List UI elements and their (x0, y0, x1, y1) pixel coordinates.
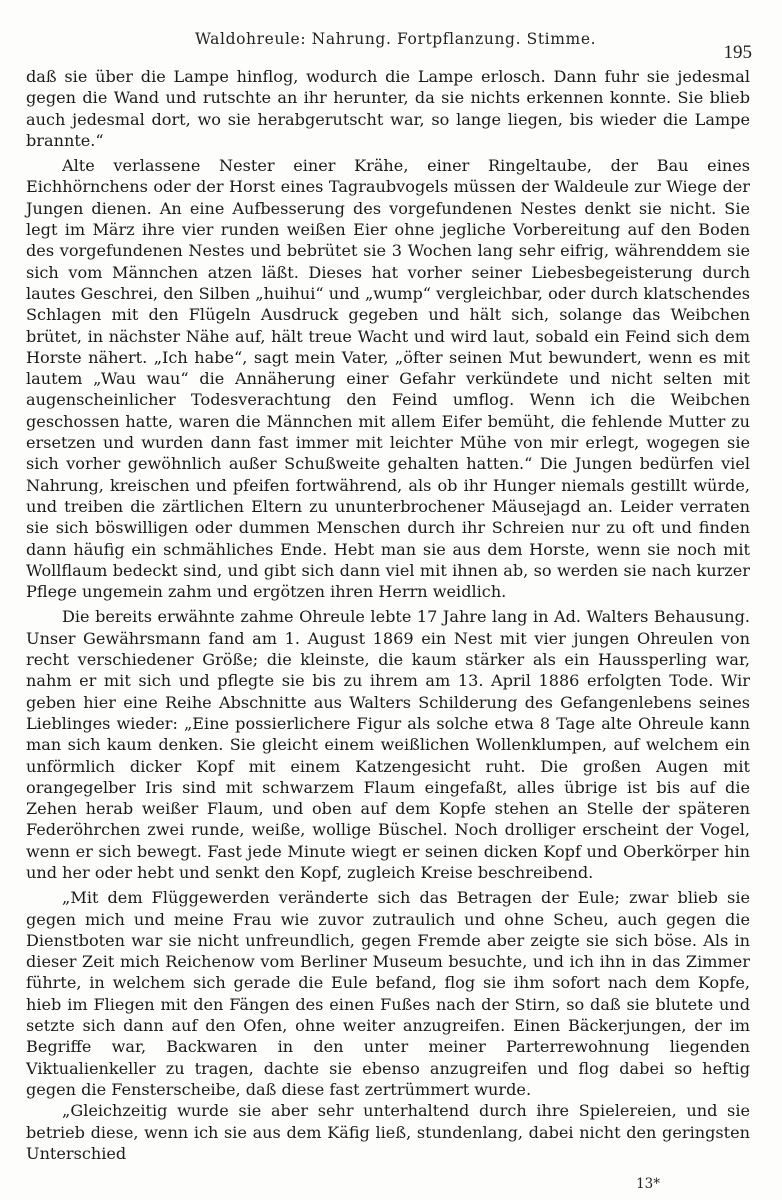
running-title: Waldohreule: Nahrung. Fortpflanzung. Stimme. (195, 30, 597, 48)
paragraph: Die bereits erwähnte zahme Ohreule lebte 17 Jahre lang in Ad. Walters Behausung. Unser Gewährsmann fand am 1. August 1869 ein Nest mit vier jungen Ohreulen von recht verschiedener Größe; die kleinste, die kaum stärker als ein Haussperling war, nahm er mit sich und pflegte sie bis zu ihrem am 13. April 1886 erfolgten Tode. Wir geben hier eine Reihe Abschnitte aus Walters Schilderung des Gefangenlebens seines Lieblinges wieder: „Eine possierlichere Figur als solche etwa 8 Tage alte Ohreule kann man sich kaum denken. Sie gleicht einem weißlichen Wollenklumpen, auf welchem ein unförmlich dicker Kopf mit einem Katzengesicht ruht. Die großen Augen mit orangegelber Iris sind mit schwarzem Flaum eingefaßt, alles übrige ist bis auf die Zehen herab weißer Flaum, und oben auf dem Kopfe stehen an Stelle der späteren Federöhrchen zwei runde, weiße, wollige Büschel. Noch drolliger erscheint der Vogel, wenn er sich bewegt. Fast jede Minute wiegt er seinen dicken Kopf und Oberkörper hin und her oder hebt und senkt den Kopf, zugleich Kreise beschreibend. (26, 607, 750, 882)
paragraph: „Gleichzeitig wurde sie aber sehr unterhaltend durch ihre Spielereien, und sie betrieb diese, wenn ich sie aus dem Käfig ließ, stundenlang, dabei nicht den geringsten Unterschied (26, 1101, 750, 1163)
page-number: 195 (723, 42, 752, 63)
signature-mark: 13* (636, 1176, 660, 1192)
paragraph: „Mit dem Flüggewerden veränderte sich das Betragen der Eule; zwar blieb sie gegen mich und meine Frau wie zuvor zutraulich und ohne Scheu, auch gegen die Dienstboten war sie nicht unfreundlich, gegen Fremde aber zeigte sie sich böse. Als in dieser Zeit mich Reichenow vom Berliner Museum besuchte, und ich ihn in das Zimmer führte, in welchem sich gerade die Eule befand, flog sie ihm sofort nach dem Kopfe, hieb im Fliegen mit den Fängen des einen Fußes nach der Stirn, so daß sie blutete und setzte sich dann auf den Ofen, ohne weiter anzugreifen. Einen Bäckerjungen, der im Begriffe war, Backwaren in den unter meiner Parterrewohnung liegenden Viktualienkeller zu tragen, dachte sie ebenso anzugreifen und flog dabei so heftig gegen die Fensterscheibe, daß diese fast zertrümmert wurde. (26, 888, 750, 1099)
paragraph: Alte verlassene Nester einer Krähe, einer Ringeltaube, der Bau eines Eichhörnchens oder der Horst eines Tagraubvogels müssen der Waldeule zur Wiege der Jungen dienen. An eine Aufbesserung des vorgefundenen Nestes denkt sie nicht. Sie legt im März ihre vier runden weißen Eier ohne jegliche Vorbereitung auf den Boden des vorgefundenen Nestes und bebrütet sie 3 Wochen lang sehr eifrig, währenddem sie sich vom Männchen atzen läßt. Dieses hat vorher seiner Liebesbegeisterung durch lautes Geschrei, den Silben „huihui“ und „wump“ vergleichbar, oder durch klatschendes Schlagen mit den Flügeln Ausdruck gegeben und hält sich, solange das Weibchen brütet, in nächster Nähe auf, hält treue Wacht und wird laut, sobald ein Feind sich dem Horste nähert. „Ich habe“, sagt mein Vater, „öfter seinen Mut bewundert, wenn es mit lautem „Wau wau“ die Annäherung einer Gefahr verkündete und nicht selten mit augenscheinlicher Todesverachtung den Feind umflog. Wenn ich die Weibchen geschossen hatte, waren die Männchen mit allem Eifer bemüht, die fehlende Mutter zu ersetzen und wurden dann fast immer mit leichter Mühe von mir erlegt, wogegen sie sich vorher gewöhnlich außer Schußweite gehalten hatten.“ Die Jungen bedürfen viel Nahrung, kreischen und pfeifen fortwährend, als ob ihr Hunger niemals gestillt würde, und treiben die zärtlichen Eltern zu ununterbrochener Mäusejagd an. Leider verraten sie sich böswilligen oder dummen Menschen durch ihr Schreien nur zu oft und finden dann häufig ein schmähliches Ende. Hebt man sie aus dem Horste, wenn sie noch mit Wollflaum bedeckt sind, und gibt sich dann viel mit ihnen ab, so werden sie nach kurzer Pflege ungemein zahm und ergötzen ihren Herrn weidlich. (26, 156, 750, 602)
body-text (26, 66, 750, 1164)
paragraph: daß sie über die Lampe hinflog, wodurch die Lampe erlosch. Dann fuhr sie jedesmal gegen die Wand und rutschte an ihr herunter, da sie nichts erkennen konnte. Sie blieb auch jedesmal dort, wo sie herabgerutscht war, so lange liegen, bis wieder die Lampe brannte.“ (26, 67, 750, 150)
